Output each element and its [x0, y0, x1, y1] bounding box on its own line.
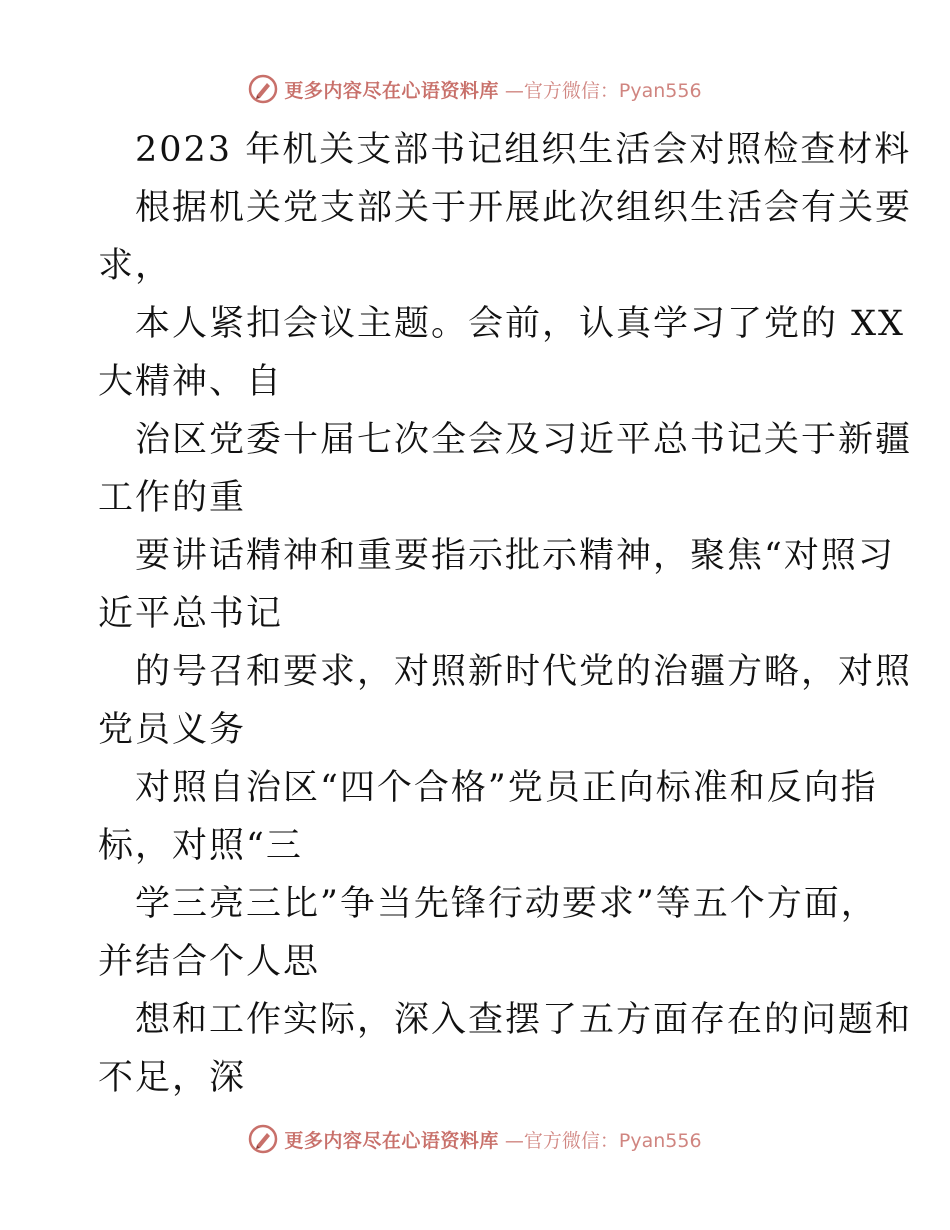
watermark-sub-text: —官方微信：Pyan556 — [504, 79, 702, 102]
pen-seal-logo-icon — [248, 1124, 278, 1154]
paragraph-line: 学三亮三比”争当先锋行动要求”等五个方面， — [135, 884, 878, 924]
paragraph-line: 要讲话精神和重要指示批示精神，聚焦“对照习 — [135, 536, 895, 576]
paragraph-line: 的号召和要求，对照新时代党的治疆方略，对照 — [135, 652, 913, 692]
paragraph-line: 根据机关党支部关于开展此次组织生活会有关要 — [135, 188, 913, 228]
paragraph-line: 想和工作实际，深入查摆了五方面存在的问题和 — [135, 1000, 913, 1040]
watermark-footer — [0, 1124, 950, 1154]
paragraph-line: 大精神、自 — [98, 362, 284, 402]
paragraph-line: 不足，深 — [98, 1058, 247, 1098]
paragraph-line: 工作的重 — [98, 478, 247, 518]
paragraph-line: 标，对照“三 — [98, 826, 303, 866]
paragraph-line: 近平总书记 — [98, 594, 284, 634]
watermark-header — [0, 74, 950, 104]
paragraph-line: 党员义务 — [98, 710, 247, 750]
watermark-main-text: 更多内容尽在心语资料库 — [284, 1129, 499, 1152]
document-title: 2023 年机关支部书记组织生活会对照检查材料 — [135, 130, 912, 170]
paragraph-line: 求， — [98, 246, 173, 286]
watermark-main-text: 更多内容尽在心语资料库 — [284, 79, 499, 102]
paragraph-line: 本人紧扣会议主题。会前，认真学习了党的 XX — [135, 304, 905, 344]
paragraph-line: 并结合个人思 — [98, 942, 321, 982]
paragraph-line: 对照自治区“四个合格”党员正向标准和反向指 — [135, 768, 878, 808]
watermark-sub-text: —官方微信：Pyan556 — [504, 1129, 702, 1152]
pen-seal-logo-icon — [248, 74, 278, 104]
paragraph-line: 治区党委十届七次全会及习近平总书记关于新疆 — [135, 420, 913, 460]
